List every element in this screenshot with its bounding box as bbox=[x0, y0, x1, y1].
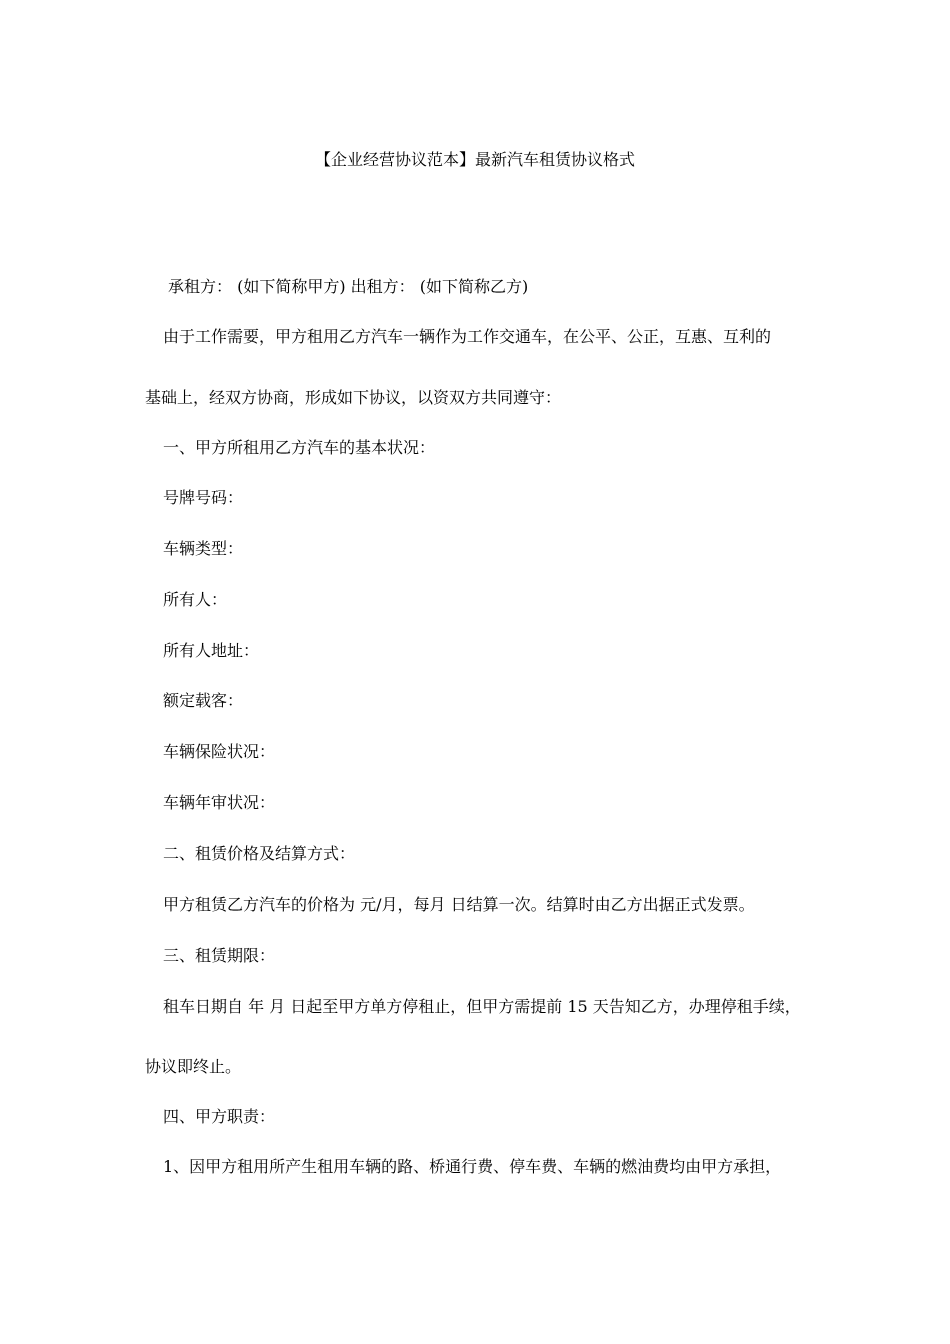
field-owner: 所有人： bbox=[163, 590, 228, 609]
field-passenger-capacity: 额定载客： bbox=[163, 691, 244, 710]
field-plate-number: 号牌号码： bbox=[163, 488, 244, 507]
intro-paragraph-line-2: 基础上，经双方协商，形成如下协议，以资双方共同遵守： bbox=[145, 388, 562, 407]
intro-paragraph-line-1: 由于工作需要，甲方租用乙方汽车一辆作为工作交通车，在公平、公正，互惠、互利的 bbox=[163, 327, 772, 346]
section-2-heading: 二、租赁价格及结算方式： bbox=[163, 844, 356, 863]
section-4-heading: 四、甲方职责： bbox=[163, 1107, 276, 1126]
parties-line: 承租方： (如下简称甲方) 出租方： (如下简称乙方) bbox=[168, 277, 529, 296]
field-vehicle-type: 车辆类型： bbox=[163, 539, 244, 558]
field-annual-inspection-status: 车辆年审状况： bbox=[163, 793, 276, 812]
section-4-item-1: 1、因甲方租用所产生租用车辆的路、桥通行费、停车费、车辆的燃油费均由甲方承担， bbox=[163, 1157, 782, 1176]
section-3-heading: 三、租赁期限： bbox=[163, 946, 276, 965]
section-3-line-1: 租车日期自 年 月 日起至甲方单方停租止，但甲方需提前 15 天告知乙方，办理停租手续， bbox=[163, 997, 801, 1016]
document-title: 【企业经营协议范本】最新汽车租赁协议格式 bbox=[314, 150, 635, 169]
field-insurance-status: 车辆保险状况： bbox=[163, 742, 276, 761]
field-owner-address: 所有人地址： bbox=[163, 641, 260, 660]
section-1-heading: 一、甲方所租用乙方汽车的基本状况： bbox=[163, 438, 436, 457]
section-2-text: 甲方租赁乙方汽车的价格为 元/月，每月 日结算一次。结算时由乙方出据正式发票。 bbox=[163, 895, 755, 914]
section-3-line-2: 协议即终止。 bbox=[145, 1057, 242, 1076]
